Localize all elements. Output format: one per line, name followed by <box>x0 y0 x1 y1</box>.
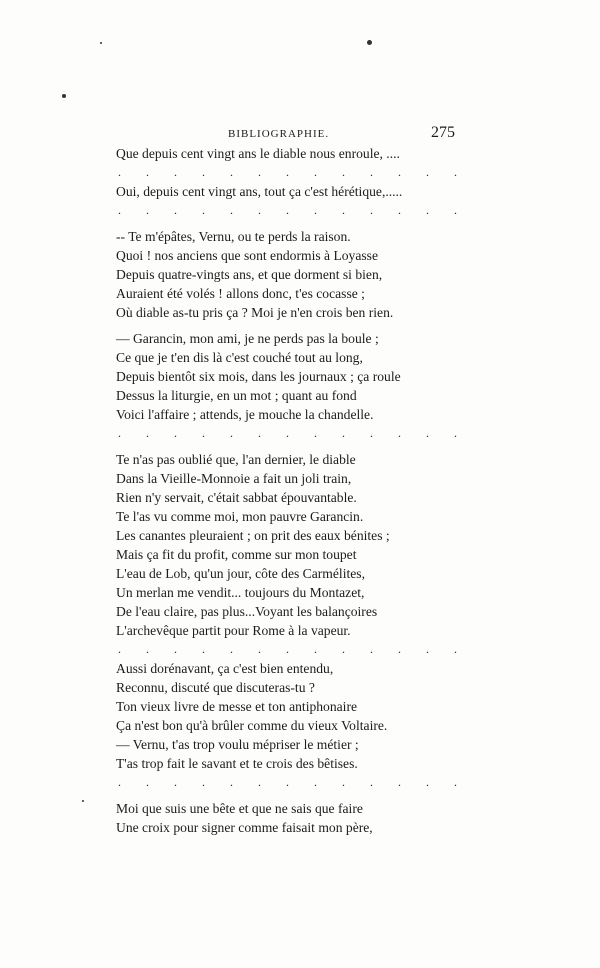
poem-text <box>116 144 468 837</box>
verse-line: — Vernu, t'as trop voulu mépriser le métier ; <box>116 737 359 752</box>
verse-line: T'as trop fait le savant et te crois des bêtises. <box>116 756 358 771</box>
ink-speck <box>82 800 84 802</box>
verse-line: -- Te m'épâtes, Vernu, ou te perds la raison. <box>116 229 351 244</box>
verse-line: Dans la Vieille-Monnoie a fait un joli train, <box>116 471 352 486</box>
verse-line: Mais ça fit du profit, comme sur mon toupet <box>116 547 357 562</box>
verse-line: De l'eau claire, pas plus...Voyant les balançoires <box>116 604 378 619</box>
verse-line: Ton vieux livre de messe et ton antiphonaire <box>116 699 358 714</box>
ellipsis-row: . . . . . . . . . . . . . <box>118 165 468 179</box>
verse-line: Voici l'affaire ; attends, je mouche la chandelle. <box>116 407 374 422</box>
page-number: 275 <box>431 124 455 141</box>
verse-line: Où diable as-tu pris ça ? Moi je n'en crois ben rien. <box>116 305 394 320</box>
verse-line: Ça n'est bon qu'à brûler comme du vieux Voltaire. <box>116 718 388 733</box>
verse-line: — Garancin, mon ami, je ne perds pas la boule ; <box>116 331 379 346</box>
ellipsis-row: . . . . . . . . . . . . . <box>118 426 468 440</box>
verse-line: Te l'as vu comme moi, mon pauvre Garancin. <box>116 509 364 524</box>
ink-speck <box>100 42 102 44</box>
verse-line: Ce que je t'en dis là c'est couché tout au long, <box>116 350 363 365</box>
verse-line: Dessus la liturgie, en un mot ; quant au fond <box>116 388 357 403</box>
verse-line: Rien n'y servait, c'était sabbat épouvantable. <box>116 490 357 505</box>
verse-line: Depuis quatre-vingts ans, et que dorment si bien, <box>116 267 383 282</box>
ellipsis-row: . . . . . . . . . . . . . <box>118 775 468 789</box>
verse-line: Un merlan me vendit... toujours du Montazet, <box>116 585 365 600</box>
verse-line: Quoi ! nos anciens que sont endormis à Loyasse <box>116 248 379 263</box>
verse-line: Une croix pour signer comme faisait mon père, <box>116 820 373 835</box>
verse-line: Les canantes pleuraient ; on prit des eaux bénites ; <box>116 528 390 543</box>
verse-line: Aussi dorénavant, ça c'est bien entendu, <box>116 661 334 676</box>
verse-line: Depuis bientôt six mois, dans les journaux ; ça roule <box>116 369 401 384</box>
verse-line: Reconnu, discuté que discuteras-tu ? <box>116 680 315 695</box>
ellipsis-row: . . . . . . . . . . . . . <box>118 642 468 656</box>
verse-line: L'archevêque partit pour Rome à la vapeur. <box>116 623 351 638</box>
verse-line: Moi que suis une bête et que ne sais que faire <box>116 801 363 816</box>
ink-speck <box>62 94 66 98</box>
ellipsis-row: . . . . . . . . . . . . . <box>118 203 468 217</box>
ink-speck <box>367 40 372 45</box>
verse-line: Que depuis cent vingt ans le diable nous enroule, .... <box>116 146 400 161</box>
verse-line: Oui, depuis cent vingt ans, tout ça c'est hérétique,..... <box>116 184 403 199</box>
verse-line: Te n'as pas oublié que, l'an dernier, le diable <box>116 452 356 467</box>
running-title: BIBLIOGRAPHIE. <box>228 128 330 140</box>
verse-line: L'eau de Lob, qu'un jour, côte des Carmélites, <box>116 566 365 581</box>
verse-line: Auraient été volés ! allons donc, t'es cocasse ; <box>116 286 365 301</box>
